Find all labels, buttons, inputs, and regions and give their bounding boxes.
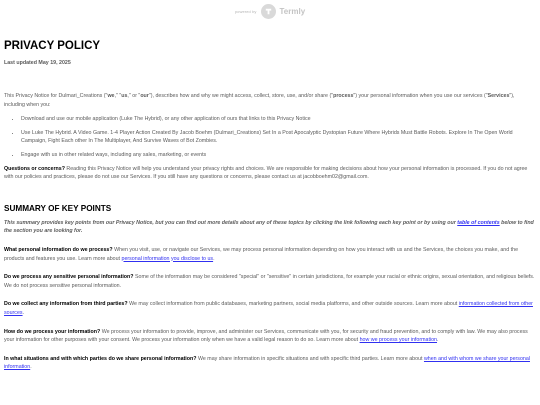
- powered-by-text: powered by: [234, 9, 257, 14]
- intro-text: This Privacy Notice for Dulmari_Creations (": [4, 93, 108, 99]
- key-point-end: .: [437, 337, 439, 344]
- key-point-text: When you visit, use, or navigate our Services, we may process personal information depending on how you interact with us and the Services, the choices you make, and the products and features you use. Learn more about: [4, 246, 519, 262]
- services-list: [4, 115, 536, 159]
- key-point-text: We may collect information from public databases, marketing partners, social media platforms, and other outside sources. Learn more about: [127, 301, 459, 308]
- privacy-policy-document: [4, 40, 536, 372]
- intro-services: Services: [487, 93, 510, 99]
- key-point: [4, 300, 536, 317]
- questions-label: Questions or concerns?: [4, 165, 65, 172]
- last-updated: Last updated May 19, 2025: [4, 60, 71, 66]
- sharing-link[interactable]: when and with whom we share your personal information: [4, 355, 530, 371]
- summary-intro-text: This summary provides key points from our Privacy Notice, but you can find out more details about any of these topics by clicking the link following each key point or by using our: [4, 219, 458, 226]
- intro-text: ," or ": [127, 93, 141, 99]
- intro-paragraph: [4, 92, 536, 109]
- key-point: [4, 355, 536, 372]
- list-item: • Download and use our mobile application (Luke The Hybrid), or any other application of ours that links to this Privacy Notice: [21, 115, 536, 124]
- how-we-process-link[interactable]: how we process your information: [359, 337, 438, 344]
- intro-text: ") your personal information when you use our services (": [353, 93, 488, 99]
- key-point-question: In what situations and with which parties do we share personal information?: [4, 355, 197, 362]
- termly-brand: Termly: [279, 7, 306, 16]
- summary-intro-end: below to find the section you are looking for.: [4, 219, 534, 235]
- personal-info-disclosed-link[interactable]: personal information you disclose to us: [121, 255, 214, 262]
- intro-text: "), describes how and why we might access, collect, store, use, and/or share (": [148, 93, 334, 99]
- info-other-sources-link[interactable]: information collected from other sources: [4, 301, 533, 316]
- table-of-contents-link[interactable]: table of contents: [457, 219, 500, 226]
- key-point-question: Do we collect any information from third parties?: [4, 301, 128, 308]
- summary-heading: SUMMARY OF KEY POINTS: [4, 203, 112, 213]
- termly-logo-icon: [261, 4, 276, 19]
- intro-our: our: [140, 93, 149, 99]
- intro-us: us: [121, 93, 128, 99]
- key-point-question: Do we process any sensitive personal information?: [4, 274, 134, 281]
- key-point-text: We process your information to provide, improve, and administer our Services, communicate with you, for security and fraud prevention, and to comply with law. We may also process your information for other purposes with your consent. We process your information only when we have a valid legal reason to do so. Learn more about: [4, 328, 528, 344]
- key-point: [4, 246, 536, 263]
- intro-text: "), including when you:: [4, 93, 515, 108]
- list-item: • Engage with us in other related ways, including any sales, marketing, or events: [21, 151, 536, 160]
- key-point-question: What personal information do we process?: [4, 246, 113, 253]
- questions-paragraph: [4, 165, 536, 182]
- summary-intro: [4, 219, 536, 236]
- key-point-text: We may share information in specific situations and with specific third parties. Learn more about: [196, 355, 424, 362]
- key-point: [4, 273, 536, 290]
- key-point-end: .: [30, 364, 32, 371]
- termly-attribution[interactable]: [0, 4, 540, 19]
- key-point: [4, 328, 536, 345]
- list-item: • Use Luke The Hybrid. A Video Game. 1-4 Player Action Created By Jacob Boehm (Dulmari_Creations) Set In a Post Apocalyptic Dystopian Future Where Hybrids Must Battle Robots. Explore In The Open World Campaign, Fight Each other In The Multiplayer, And Survive Waves of Bot Zombies.: [21, 129, 536, 146]
- key-point-end: .: [22, 309, 25, 316]
- intro-process: process: [333, 93, 354, 99]
- intro-we: we: [107, 93, 115, 99]
- key-point-end: .: [213, 255, 215, 262]
- key-point-question: How do we process your information?: [4, 328, 101, 335]
- page-title: PRIVACY POLICY: [4, 40, 101, 52]
- key-point-text: Some of the information may be considered "special" or "sensitive" in certain jurisdictions, for example your racial or ethnic origins, sexual orientation, and religious beliefs. We do not process sensitive personal information.: [4, 274, 535, 289]
- questions-text: Reading this Privacy Notice will help you understand your privacy rights and choices. We are responsible for making decisions about how your personal information is processed. If you do not agree with our policies and practices, please do not use our Services. If you still have any questions or concerns, please contact us at jacobboehm02@gmail.com.: [4, 165, 528, 181]
- intro-text: ," ": [114, 93, 122, 99]
